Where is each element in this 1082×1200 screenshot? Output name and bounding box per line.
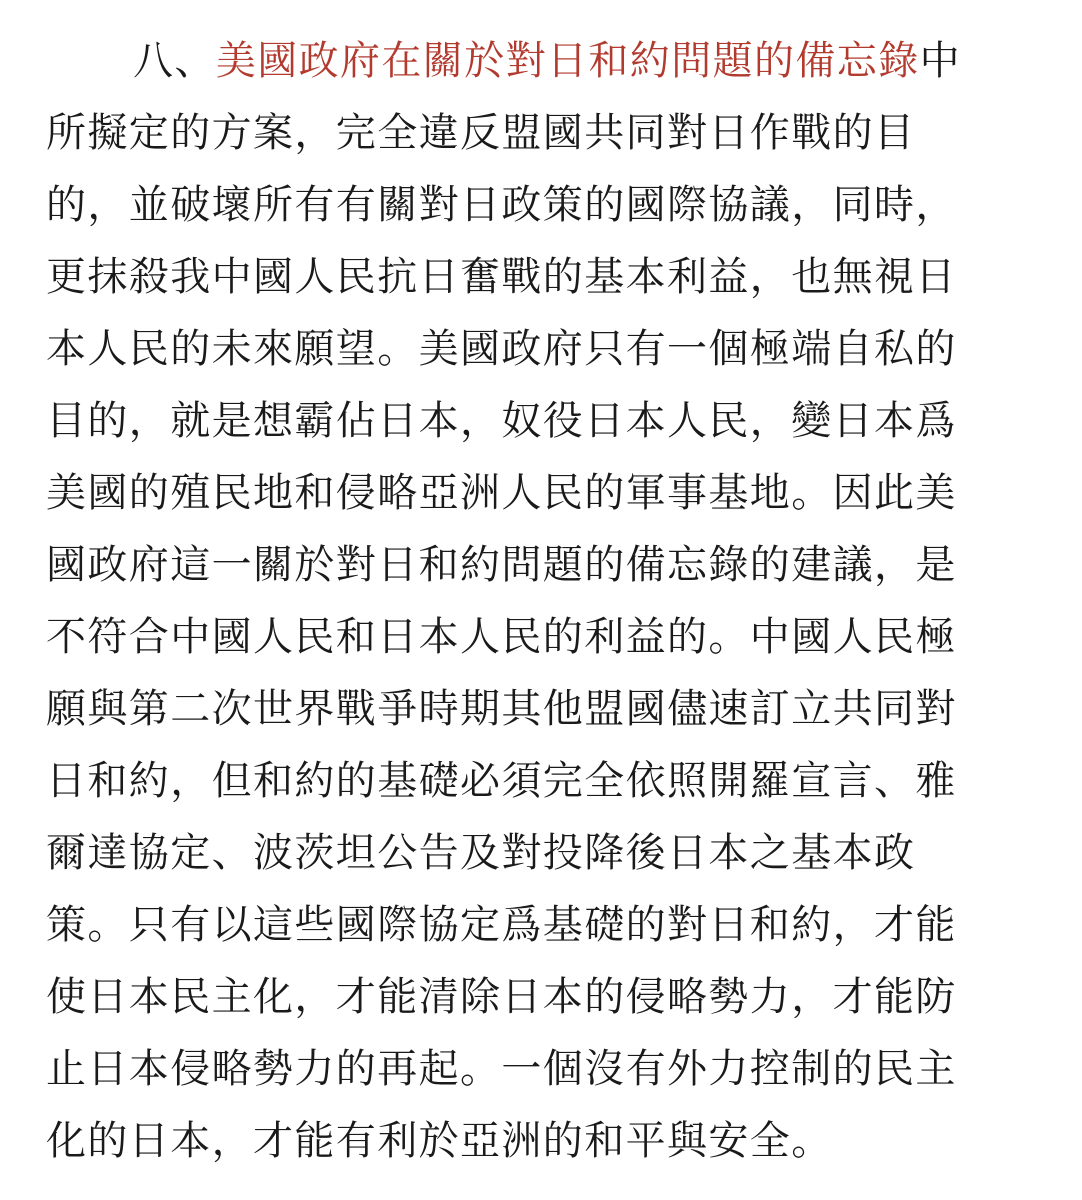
text-line-16: 化的日本，才能有利於亞洲的和平與安全。 — [46, 1118, 833, 1164]
text-line-14: 使日本民主化，才能清除日本的侵略勢力，才能防 — [46, 974, 957, 1020]
paragraph-number: 八、 — [133, 38, 216, 84]
text-line-15: 止日本侵略勢力的再起。一個沒有外力控制的民主 — [46, 1046, 957, 1092]
text-line-9: 不符合中國人民和日本人民的利益的。中國人民極 — [46, 614, 957, 660]
text-line-10: 願與第二次世界戰爭時期其他盟國儘速訂立共同對 — [46, 686, 957, 732]
text-line-4: 更抹殺我中國人民抗日奮戰的基本利益，也無視日 — [46, 254, 957, 300]
text-line-3: 的，並破壞所有有關對日政策的國際協議，同時， — [46, 182, 957, 228]
text-line-5: 本人民的未來願望。美國政府只有一個極端自私的 — [46, 326, 957, 372]
text-line-2: 所擬定的方案，完全違反盟國共同對日作戰的目 — [46, 110, 916, 156]
highlighted-title: 美國政府在關於對日和約問題的備忘錄 — [215, 38, 920, 84]
text-line-7: 美國的殖民地和侵略亞洲人民的軍事基地。因此美 — [46, 470, 957, 516]
text-line-13: 策。只有以這些國際協定爲基礎的對日和約，才能 — [46, 902, 957, 948]
text-line-6: 目的，就是想霸佔日本，奴役日本人民，變日本爲 — [46, 398, 957, 444]
first-line-tail: 中 — [919, 38, 962, 84]
text-line-8: 國政府這一關於對日和約問題的備忘錄的建議，是 — [46, 542, 957, 588]
text-line-11: 日和約，但和約的基礎必須完全依照開羅宣言、雅 — [46, 758, 957, 804]
text-line-1 — [133, 31, 961, 91]
text-line-12: 爾達協定、波茨坦公告及對投降後日本之基本政 — [46, 830, 916, 876]
